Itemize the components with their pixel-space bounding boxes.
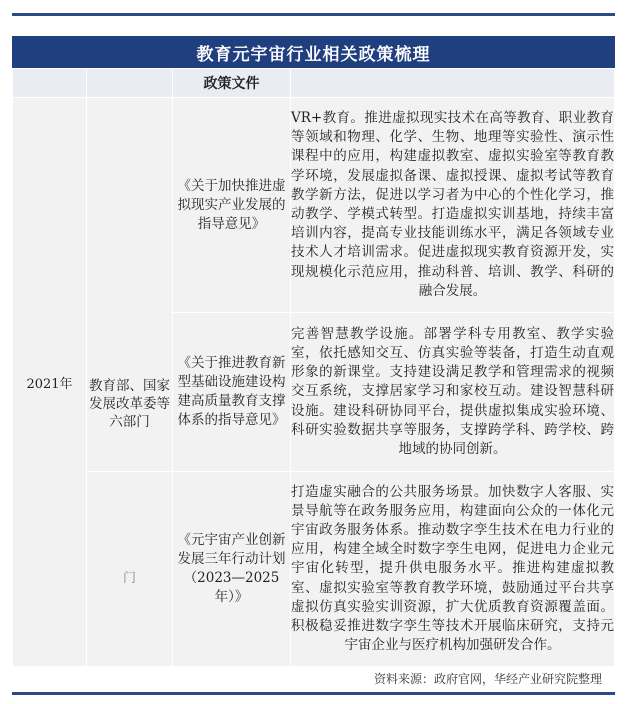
desc-cell: 打造虚实融合的公共服务场景。加快数字人客服、实景导航等在政务服务应用，构建面向公众的一体化元宇宙政务服务体系。推动数字孪生技术在电力行业的应用，构建全域全时数字孪生电网，促进电力企业元宇宙化转型，提升供电服务水平。推进构建虚拟教室、虚拟实验室等教育教学环境，鼓励通过平台共享虚拟仿真实验实训资源，扩大优质教育资源覆盖面。积极稳妥推进数字孪生等技术开展临床研究，支持元宇宙企业与医疗机构加强研发合作。 — [291, 472, 615, 667]
table-title: 教育元宇宙行业相关政策梳理 — [12, 36, 615, 68]
doc-cell: 《关于推进教育新型基础设施建设构建高质量教育支撑体系的指导意见》 — [173, 313, 291, 472]
table-row — [13, 98, 615, 313]
header-doc: 政策文件 — [173, 69, 291, 98]
dept-cell-continued — [87, 472, 173, 667]
header-dept — [87, 69, 173, 98]
doc-cell: 《元宇宙产业创新发展三年行动计划（2023—2025年）》 — [173, 472, 291, 667]
faded-text: 门 — [122, 571, 136, 586]
bottom-rule — [12, 692, 615, 695]
policy-table — [12, 68, 615, 667]
desc-cell: 完善智慧教学设施。部署学科专用教室、教学实验室，依托感知交互、仿真实验等装备，打造生动直观形象的新课堂。支持建设满足教学和管理需求的视频交互系统，支撑居家学习和家校互动。建设智慧科研设施。建设科研协同平台，提供虚拟集成实验环境、科研实验数据共享等服务，支撑跨学科、跨学校、跨地域的协同创新。 — [291, 313, 615, 472]
table-row — [13, 472, 615, 667]
header-desc — [291, 69, 615, 98]
doc-cell: 《关于加快推进虚拟现实产业发展的指导意见》 — [173, 98, 291, 313]
dept-cell: 教育部、国家发展改革委等六部门 — [87, 98, 173, 472]
header-row — [13, 69, 615, 98]
header-year — [13, 69, 87, 98]
desc-cell: VR+教育。推进虚拟现实技术在高等教育、职业教育等领域和物理、化学、生物、地理等实验性、演示性课程中的应用，构建虚拟教室、虚拟实验室等教育教学环境，发展虚拟备课、虚拟授课、虚拟考试等教育教学新方法，促进以学习者为中心的个性化学习，推动教学、学模式转型。打造虚拟实训基地，持续丰富培训内容，提高专业技能训练水平，满足各领域专业技术人才培训需求。促进虚拟现实教育资源开发，实现规模化示范应用，推动科普、培训、教学、科研的融合发展。 — [291, 98, 615, 313]
year-cell: 2021年 — [13, 98, 87, 667]
source-note: 资料来源：政府官网，华经产业研究院整理 — [373, 672, 602, 686]
top-rule — [12, 13, 615, 16]
